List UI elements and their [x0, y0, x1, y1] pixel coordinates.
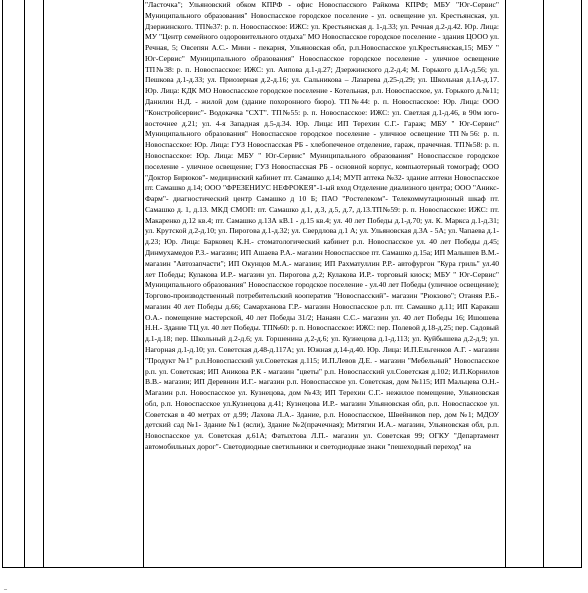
consumer-list-cell: "Ласточка"; Ульяновский обком КПРФ - офис Новоспасского Райкома КПРФ; МБУ "Юг-Сервис" Муниципального образования" Новоспасское городское поселение - ул. освещение ул. Крестьянская, ул. Дзержинского. ТП№37: р. п. Новоспасское: ИЖС: ул. Крестьянская д. 1-д.33; ул. Речная д.2-д.42. Юр. Лица: МУ "Центр семейного оздоровительного отдыха" МО Новоспасское городское поселение - здания ЦООО ул. Речная, 5; Овсепян А.С.- Мини - пекарня, Ульяновская обл, р.п.Новоспасское ул.Крестьянская,15; МБУ " Юг-Сервис" Муниципального образования" Новоспасское городское поселение - уличное освещение ТП№38: р. п. Новоспасское: ИЖС: ул. Аипова д.1-д.27; Дзержинского д.2-д.4; М. Горького д.1А-д.56; ул. Пешкова д.1-д.33; ул. Приозерная д.2-д.16; ул. Сальникова – Лазарева д.25-д.29; ул. Школьная д.1А-д.17. Юр. Лица: КДК МО Новоспасское городское поселение - Котельная, р.п. Новоспасское, ул. Горького д.№11; Данилин Н.Д. - жилой дом (здание похоронного бюро). ТП№44: р. п. Новоспасское: Юр. Лица: ООО "Констройсервис"- Водокачка "СХТ". ТП№55: р. п. Новоспасское: ИЖС: ул. Светлая д.1-д.46, в 90м юго-восточнее д.21; ул. 4-я Западная д.5-д.34. Юр. Лица: ИП Терехин С.Г.- Гараж; МБУ " Юг-Сервис" Муниципального образования" Новоспасское городское поселение - уличное освещение ТП№56: р. п. Новоспасское: Юр. Лица: ГУЗ Новоспасская РБ - хлебопеченое отделение, гараж, прачечная. ТП№58: р. п. Новоспасское: Юр. Лица: МБУ " Юг-Сервис" Муниципального образования" Новоспасское городское поселение - уличное освещение; ГУЗ Новоспасская РБ - основной корпус, компьютерный томограф; ООО "Доктор Бирюков"- медицинский кабинет пт. Самашко д.14; МУП аптека №32- здание аптеки Новоспасское пт. Самашко д.14; ООО "ФРЕЗЕНИУС НЕФРОКЕЯ"-1-ый вход Отделение диализного центра; ООО "Аникс-Фарм"- диагностический центр Самашко д 10 Б; ПАО "Ростелеком"- Телекоммутационный шкаф пт. Самашко д. 1, д.13. МКД СМОП: пт. Самашко д.1, д.3, д.5, д.7, д.13.ТП№59: р. п. Новоспасское: ИЖС: пт. Макаренко д.12 кв.4; пт. Самашко д.13А кВ.1 - д.15 кв.4; ул. 40 лет Победы д.1-д.70; ул. К. Маркса д.1-д.31; ул. Крутской д.2-д.10; ул. Пирогова д.1-д.32; ул. Свердлова д.1 А; ул. Ульяновская д.3А - 5А; ул. Чапаева д.1-д.23; Юр. Лица: Барковец К.Н.- стоматологический кабинет р.п. Новоспасское ул. 40 лет Победы д.45; Динмухамедов Р.З.- магазин; ИП Ашаева Р.А.- магазин Новоспасское пт. Самашко д.15а; ИП Малышев В.М.- магазин "Автозапчасти"; ИП Окунцов М.А.- магазин; ИП Рахматуллин Р.Р.- автофургон "Кура гриль" ул.40 лет Победы; Кулакова И.Р.- магазин ул. Пирогова д.2; Кулакова И.Р.- торговый киоск; МБУ " Юг-Сервис" Муниципального образования" Новоспасское городское поселение - ул.40 лет Победы (уличное освещение); Торгово-производственный потребительский кооператив "Новоспасский"- магазин "Рюкзово"; Отаняя Р.Б.- магазин 40 лет Победы д.66; Самарханова Г.Р.- магазин Новоспасское р.п. пт. Самашко д.11; ИП Каракаш О.А.- помещение мастерской, 40 лет Победы 31/2; Нанаян С.С.- магазин ул. 40 лет Победы 16; Ишошева Н.Н.- Здание ТЦ ул. 40 лет Победы. ТП№60: р. п. Новоспасское: ИЖС: пер. Полевой д.18-д.25; пер. Садовый д.1-д.18; пер. Школьный д.2-д.6; ул. Горшенина д.2-д.6; ул. Кузнецова д.1-д.113; ул. Куйбышева д.2-д.9; ул. Нагорная д.1-д.10; ул. Советская д.48-д.117А; ул. Южная д.14-д.40. Юр. Лица: И.П.Ельгенков А.Г. - магазин "Продукт №1" р.п.Новоспасский ул.Советская д.115; И.П.Левов Д.Е. - магазин "Мебельный" Новоспасское р.п. ул. Советская; ИП Аникова Р.К - магазин "цветы" р.п. Новоспасский ул.Советская д.102; И.П.Корнилов В.В.- магазин; ИП Деревнин И.Г.- магазин р.п. Новоспасское ул. Советская, дом №115; ИП Мальцева О.Н.- Магазин р.п. Новоспасское ул. Кузнецова, дом №43; ИП Терехин С.Г.- нежилое помещение, Ульяновская обл, р.п. Новоспасское ул.Кузнецова д.41; Кузнецова И.Р.- магазин Ульяновская обл, р.п. Новоспасское ул. Советская в 40 метрах от д.99; Лахова Л.А.- Здание, р.п. Новоспасское, Швейников пер, дом №1; МДОУ детский сад №1- Здание №1 (ясли), Здание №2(прачечная); Митягин И.А.- магазин, Ульяновская обл, р.п. Новоспасское ул. Советская д.61А; Фатыхтова Л.П.- магазин ул. Советская 99; ОГКУ "Департамент автомобильных дорог"- Светодиодные светильники и светодиодные знаки "пешеходный переход" на — [145, 0, 499, 452]
column-divider — [505, 0, 506, 567]
column-divider — [143, 0, 144, 567]
page-mark: – — [4, 587, 7, 593]
column-divider — [24, 0, 25, 567]
column-divider — [43, 0, 44, 567]
column-divider — [543, 0, 544, 567]
